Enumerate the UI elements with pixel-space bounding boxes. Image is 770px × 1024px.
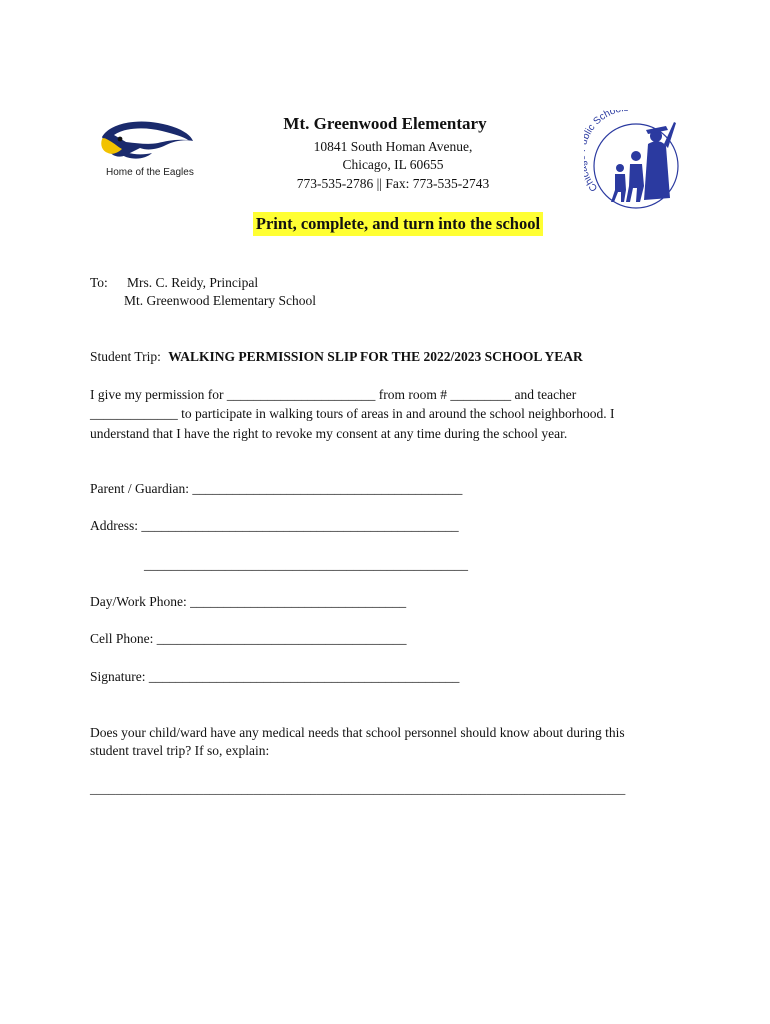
trip-title: WALKING PERMISSION SLIP FOR THE 2022/2023 SCHOOL YEAR — [168, 349, 583, 364]
address-line2: Chicago, IL 60655 — [342, 157, 444, 172]
recipient-line1: Mrs. C. Reidy, Principal — [127, 275, 259, 290]
signature-field[interactable]: Signature: ______________________________________________ — [90, 669, 460, 684]
trip-heading — [90, 349, 583, 365]
address-line1: 10841 South Homan Avenue, — [313, 139, 473, 154]
medical-question-line2: student travel trip? If so, explain: — [90, 743, 270, 758]
school-name: Mt. Greenwood Elementary — [283, 114, 487, 133]
address-field-line2[interactable]: ________________________________________________ — [144, 557, 468, 572]
banner-wrap — [0, 212, 770, 236]
permission-line3: understand that I have the right to revoke my consent at any time during the school year. — [90, 426, 568, 441]
instruction-banner: Print, complete, and turn into the school — [253, 212, 543, 236]
cell-phone-field[interactable]: Cell Phone: _____________________________________ — [90, 631, 407, 646]
day-phone-field[interactable]: Day/Work Phone: ________________________________ — [90, 594, 407, 609]
cps-logo — [584, 110, 684, 212]
phone-fax: 773-535-2786 || Fax: 773-535-2743 — [296, 176, 490, 191]
trip-label: Student Trip: — [90, 349, 161, 364]
recipient-line2: Mt. Greenwood Elementary School — [124, 293, 316, 308]
medical-question-line1: Does your child/ward have any medical needs that school personnel should know about during this — [90, 725, 625, 740]
address-field[interactable]: Address: _______________________________________________ — [90, 518, 459, 533]
guardian-field[interactable]: Parent / Guardian: ________________________________________ — [90, 481, 463, 496]
permission-line2: _____________ to participate in walking tours of areas in and around the school neighborhood. I — [90, 406, 615, 421]
eagle-logo-caption: Home of the Eagles — [106, 167, 194, 178]
medical-answer-line[interactable]: _____________________________________________________________________________________ — [90, 782, 626, 796]
cps-students-icon — [584, 110, 684, 212]
cps-logo-text: Ch lic Scho — [584, 110, 618, 194]
to-label: To: — [90, 275, 108, 290]
permission-line1: I give my permission for ______________________ from room # _________ and teacher — [90, 387, 577, 402]
